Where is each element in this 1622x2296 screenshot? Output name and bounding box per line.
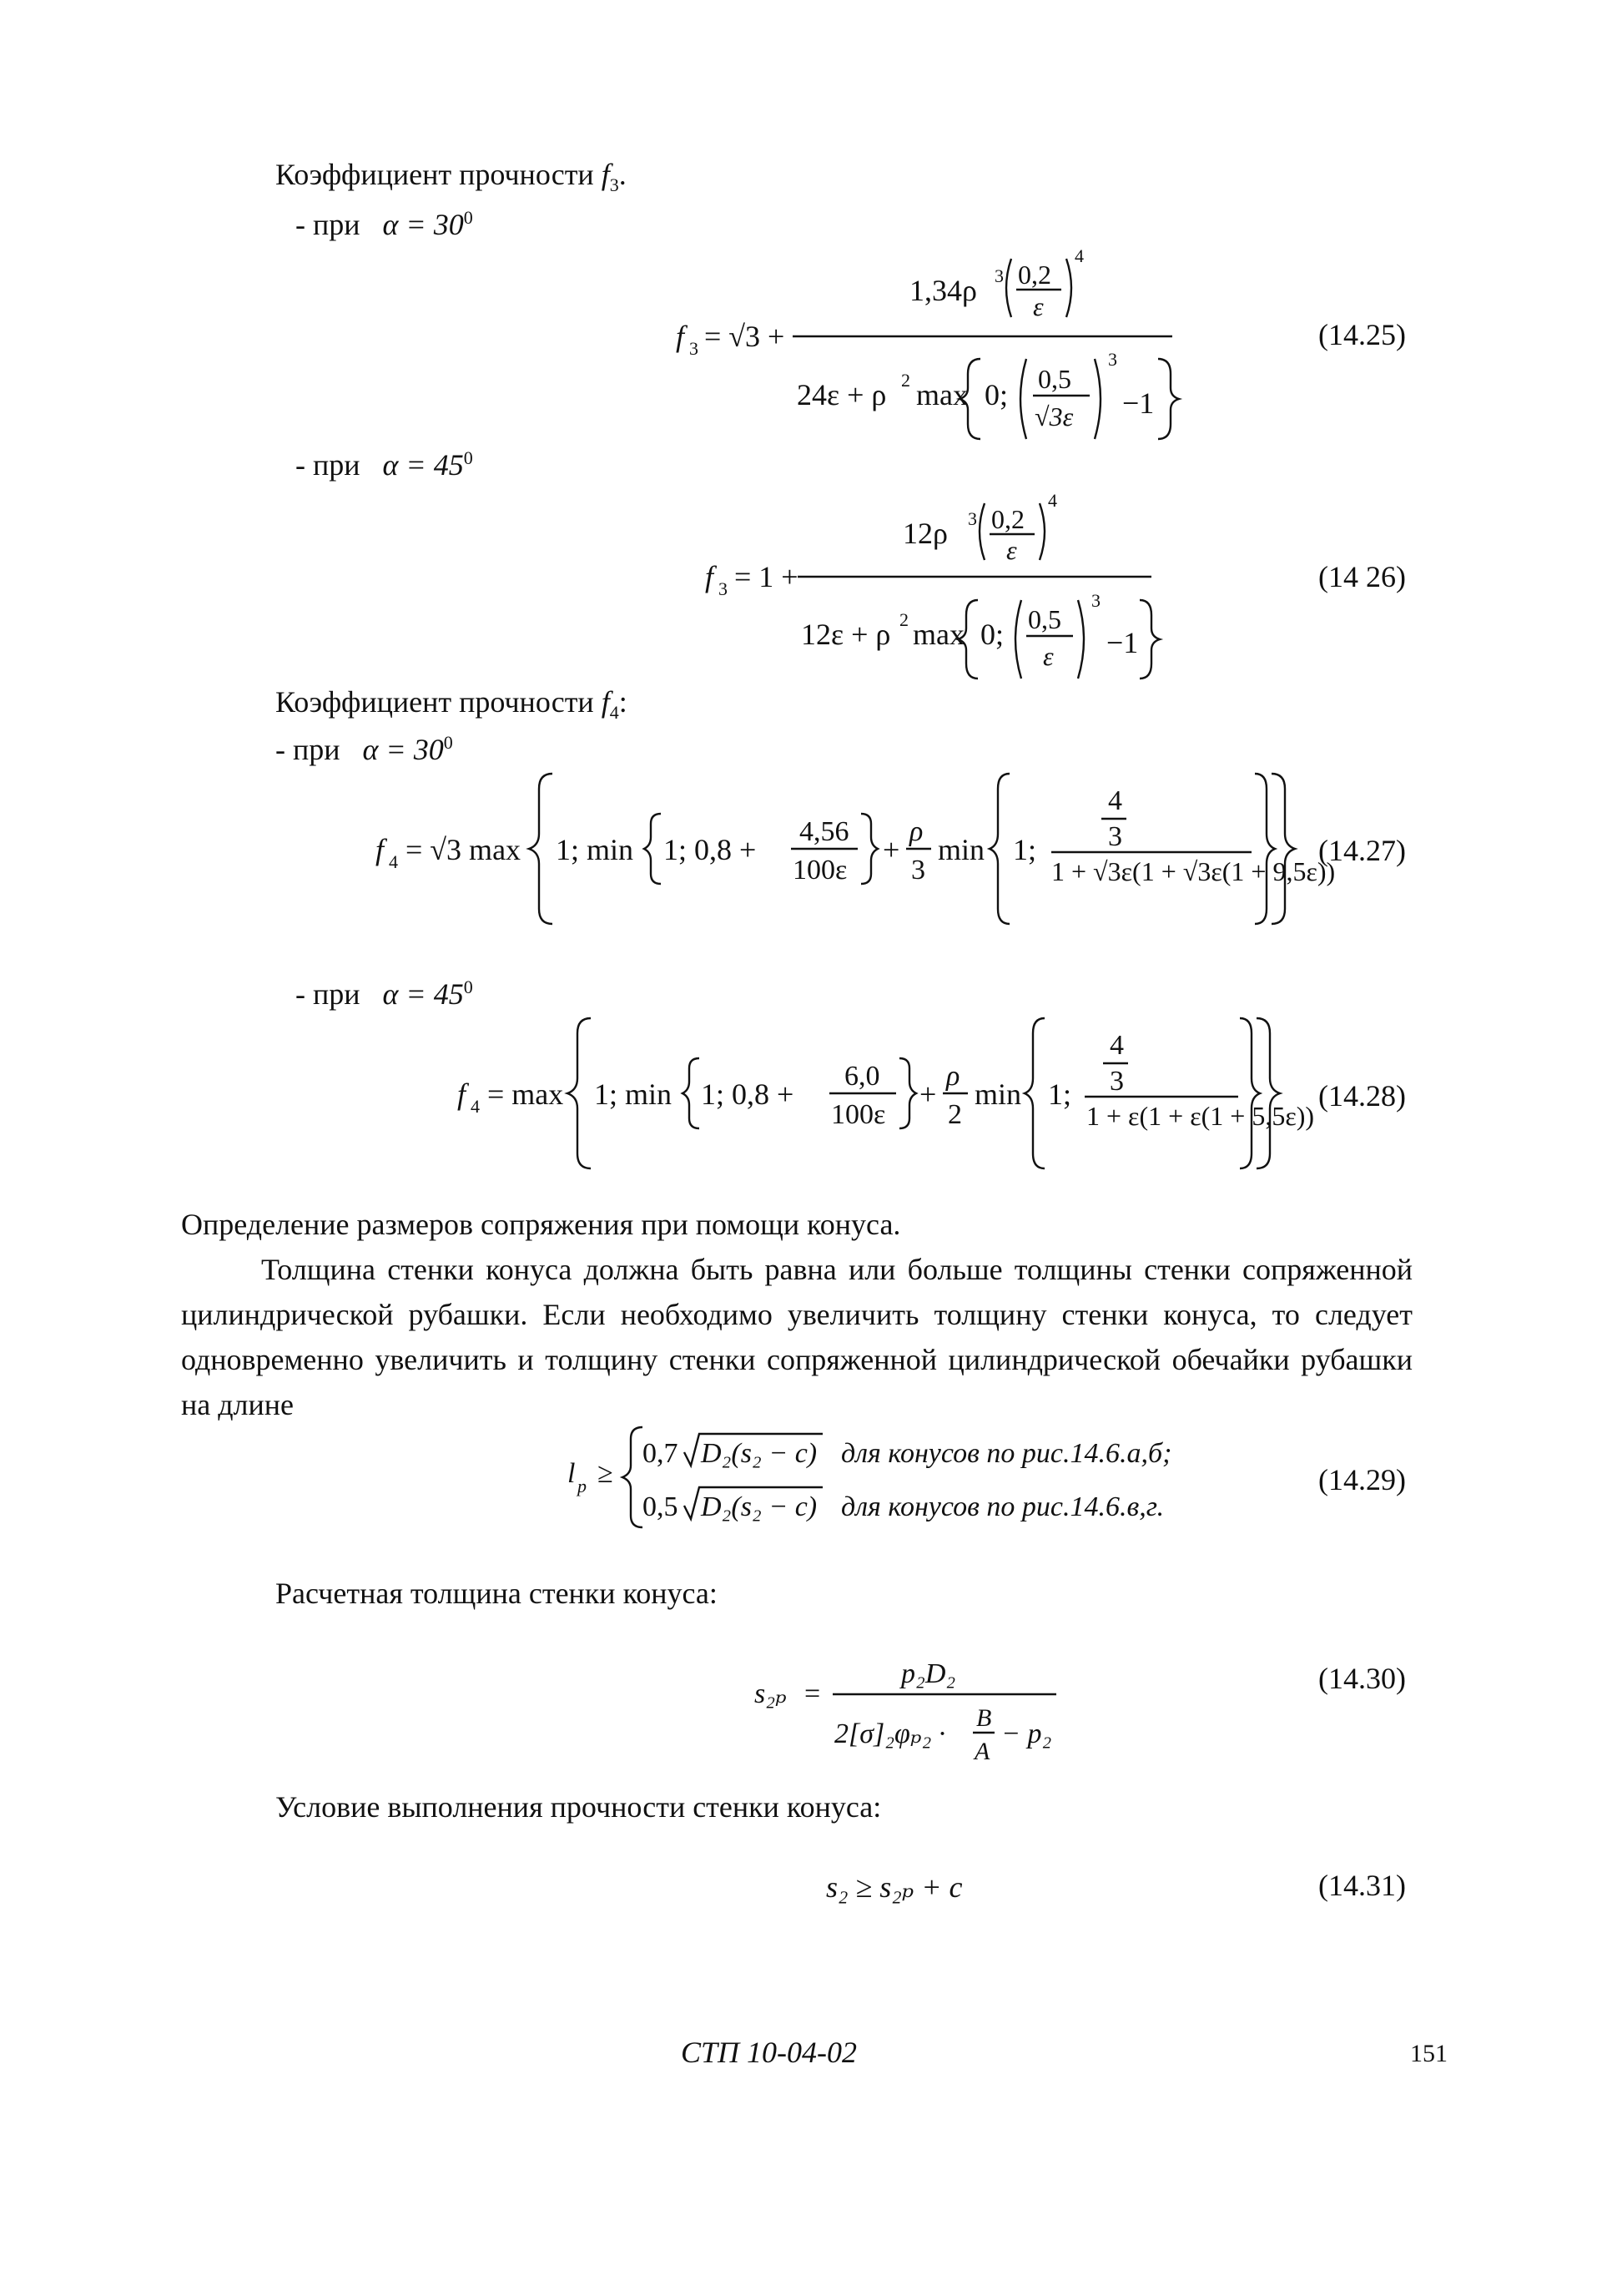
f3-lhs-sub: 3: [718, 578, 728, 599]
s2p-den-b-bot: A: [975, 1738, 990, 1765]
min2: min: [938, 833, 985, 866]
one2: 1;: [1013, 833, 1037, 866]
f4-lhs: f: [457, 1077, 466, 1111]
inner-left-brace: [644, 814, 661, 884]
f4-lhs-sub: 4: [471, 1096, 480, 1117]
den-right-brace: [1140, 600, 1160, 679]
den-right-paren: [1078, 600, 1084, 679]
num-frac-top: 0,2: [991, 504, 1025, 534]
eq-number-14-30: (14.30): [1318, 1662, 1406, 1695]
f4-lhs: f: [375, 833, 385, 866]
f3-equals: = √3 +: [704, 320, 785, 353]
row1-radicand: D₂(s₂ − c): [701, 1438, 818, 1469]
f3-lhs-sub: 3: [689, 338, 698, 359]
condition-alpha45-a: [295, 446, 473, 485]
f3-symbol: f: [601, 158, 610, 191]
alpha-value: α = 30: [382, 208, 464, 241]
f3-lhs: f: [705, 560, 714, 593]
formula-14-26: [684, 480, 1201, 689]
den-right-brace: [1158, 359, 1179, 439]
num-frac-top: 0,2: [1018, 260, 1051, 290]
condition-alpha45-b: [295, 975, 473, 1014]
f4-prefix: = max: [487, 1077, 564, 1111]
rho-den: 3: [911, 855, 925, 886]
f4-sub: 4: [609, 702, 619, 724]
eq-number-14-28: (14.28): [1318, 1079, 1406, 1113]
one2: 1;: [1048, 1077, 1072, 1111]
eq-number-14-29: (14.29): [1318, 1463, 1406, 1496]
f3-equals: = 1 +: [734, 560, 798, 593]
den-exp: 2: [899, 609, 909, 630]
inner-text: 1; 0,8 +: [701, 1077, 794, 1111]
second-right-brace: [1240, 1018, 1260, 1168]
f4-prefix: = √3 max: [406, 833, 521, 866]
big-den: 1 + ε(1 + ε(1 + 5,5ε)): [1086, 1101, 1315, 1131]
s2p-den-a: 2[σ]₂φₚ₂ ·: [834, 1718, 946, 1749]
degree-mark: 0: [463, 976, 473, 997]
lp-lhs: l: [567, 1458, 576, 1489]
one-min: 1; min: [594, 1077, 672, 1111]
lp-ge: ≥: [597, 1458, 613, 1489]
three-bot: 3: [1108, 821, 1122, 852]
condition-alpha30-a: [295, 205, 473, 245]
footer-doc-code: СТП 10-04-02: [681, 2036, 858, 2069]
f3-lhs: f: [676, 320, 685, 353]
den-minus-one: −1: [1122, 386, 1155, 420]
row2-text: для конусов по рис.14.6.в,г.: [841, 1491, 1165, 1522]
degree-mark: 0: [443, 732, 453, 753]
f3-punct: .: [618, 158, 627, 191]
den-left: 24ε + ρ: [797, 378, 887, 411]
eq-number-14-27: (14.27): [1318, 834, 1406, 867]
num-frac-bot: ε: [1006, 535, 1017, 565]
rho-top: ρ: [946, 1061, 960, 1092]
num-outer-exp: 4: [1048, 490, 1057, 511]
formula-14-31: s₂ ≥ s₂ₚ + c: [826, 1870, 963, 1904]
inner-left-brace: [683, 1058, 699, 1128]
f3-sub: 3: [609, 174, 619, 196]
formula-14-29: [559, 1419, 1277, 1536]
plus-sign: +: [919, 1077, 937, 1111]
f4-heading: [275, 683, 627, 725]
num-frac-bot: ε: [1033, 291, 1044, 321]
num-coef: 12ρ: [903, 517, 948, 550]
condition-label: - при: [295, 448, 360, 482]
rho-den: 2: [948, 1099, 962, 1130]
big-den: 1 + √3ε(1 + √3ε(1 + 9,5ε)): [1051, 856, 1336, 886]
den-max: max: [913, 618, 965, 651]
frac-a-top: 6,0: [844, 1061, 880, 1092]
cone-section-body: Толщина стенки конуса должна быть равна или больше толщины стенки сопряженной цилиндрической рубашки. Если необходимо увеличить толщину стенки конуса, то следует одновременно увеличить и толщину стенки сопряженной цилиндрической обечайки рубашки на длине: [181, 1253, 1413, 1421]
den-frac-top: 0,5: [1038, 364, 1071, 394]
page-number: 151: [1410, 2040, 1448, 2067]
s2p-eq: =: [804, 1678, 821, 1709]
condition-label: - при: [295, 977, 360, 1011]
num-coef: 1,34ρ: [909, 274, 977, 307]
num-outer-exp: 4: [1075, 245, 1084, 266]
f3-heading: [275, 155, 627, 198]
den-left-paren: [1015, 600, 1021, 679]
f3-heading-text: Коэффициент прочности: [275, 158, 594, 191]
frac-a-bot: 100ε: [831, 1099, 886, 1130]
outer-left-brace: [529, 774, 552, 924]
formula-14-28: [451, 1008, 1315, 1175]
num-exp: 3: [995, 265, 1004, 286]
inner-text: 1; 0,8 +: [663, 833, 757, 866]
den-frac-bot: ε: [1043, 641, 1054, 671]
rho-top: ρ: [909, 816, 924, 847]
alpha-value: α = 45: [382, 977, 464, 1011]
f4-heading-text: Коэффициент прочности: [275, 685, 594, 719]
frac-a-bot: 100ε: [793, 855, 848, 886]
inner-right-brace: [899, 1058, 916, 1128]
den-frac-bot: √3ε: [1035, 401, 1074, 431]
outer-left-brace: [567, 1018, 591, 1168]
row1-coef: 0,7: [642, 1438, 678, 1469]
num-right-paren: [1040, 503, 1045, 560]
four-top: 4: [1108, 785, 1122, 816]
den-zero: 0;: [985, 378, 1009, 411]
den-left: 12ε + ρ: [801, 618, 891, 651]
degree-mark: 0: [463, 207, 473, 228]
eq-number-14-26: (14 26): [1318, 560, 1406, 593]
num-right-paren: [1066, 259, 1071, 317]
den-minus-one: −1: [1106, 626, 1139, 659]
row1-text: для конусов по рис.14.6.а,б;: [841, 1438, 1172, 1469]
f4-punct: :: [618, 685, 627, 719]
four-top: 4: [1110, 1030, 1124, 1061]
strength-condition-label: Условие выполнения прочности стенки конуса:: [275, 1790, 882, 1824]
second-right-brace: [1255, 774, 1275, 924]
eq-number-14-25: (14.25): [1318, 318, 1406, 351]
row2-radicand: D₂(s₂ − c): [701, 1491, 818, 1522]
calc-thickness-label: Расчетная толщина стенки конуса:: [275, 1577, 718, 1610]
condition-label: - при: [295, 208, 360, 241]
second-left-brace: [1025, 1018, 1045, 1168]
degree-mark: 0: [463, 447, 473, 468]
den-exp: 2: [901, 370, 910, 391]
den-left-paren: [1020, 359, 1026, 439]
lp-lhs-sub: p: [577, 1476, 587, 1496]
den-zero: 0;: [980, 618, 1005, 651]
den-outer-exp: 3: [1091, 590, 1101, 611]
den-outer-exp: 3: [1108, 349, 1117, 370]
s2p-numerator: p₂D₂: [901, 1658, 956, 1689]
plus-sign: +: [883, 833, 900, 866]
one-min: 1; min: [556, 833, 634, 866]
condition-label: - при: [275, 733, 340, 766]
min2: min: [975, 1077, 1022, 1111]
alpha-value: α = 30: [362, 733, 444, 766]
formula-14-27: [367, 764, 1336, 931]
f4-lhs-sub: 4: [389, 851, 398, 872]
three-bot: 3: [1110, 1066, 1124, 1097]
cone-section-title: Определение размеров сопряжения при помощи конуса.: [181, 1208, 901, 1241]
frac-a-top: 4,56: [799, 816, 849, 847]
num-exp: 3: [968, 508, 977, 529]
den-frac-top: 0,5: [1028, 604, 1061, 634]
lp-brace: [622, 1427, 642, 1527]
f4-symbol: f: [601, 685, 610, 719]
alpha-value: α = 45: [382, 448, 464, 482]
eq-number-14-31: (14.31): [1318, 1869, 1406, 1902]
row2-coef: 0,5: [642, 1491, 678, 1522]
s2p-lhs: s₂ₚ: [754, 1678, 787, 1709]
den-max: max: [916, 378, 968, 411]
num-left-paren: [980, 503, 985, 560]
second-left-brace: [990, 774, 1010, 924]
formula-14-25: [651, 234, 1201, 451]
inner-right-brace: [861, 814, 878, 884]
num-left-paren: [1006, 259, 1011, 317]
den-right-paren: [1095, 359, 1101, 439]
formula-14-30: [751, 1636, 1085, 1769]
s2p-den-c: − p₂: [1001, 1718, 1052, 1749]
s2p-den-b-top: B: [976, 1704, 992, 1732]
